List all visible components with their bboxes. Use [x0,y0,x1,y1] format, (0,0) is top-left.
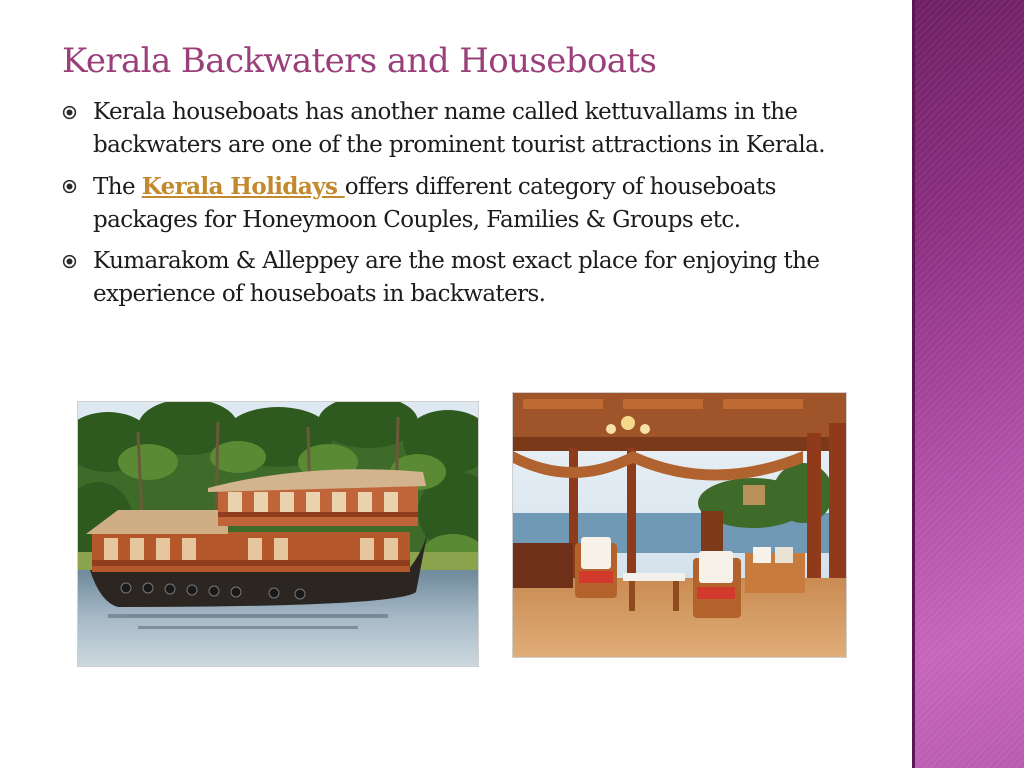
bullet-text-suffix: offers different category of houseboats packages for Honeymoon Couples, Families & Groups etc. [93,174,776,233]
kerala-holidays-link[interactable]: Kerala Holidays [141,173,345,200]
bullet-item [62,96,870,162]
circled-dot-icon [62,254,77,269]
houseboat-interior-photo [512,392,847,658]
bullet-item [62,245,870,311]
bullet-text-prefix: The [93,174,142,200]
circled-dot-icon [62,105,77,120]
decorative-side-band [912,0,1024,768]
bullet-text: Kumarakom & Alleppey are the most exact place for enjoying the experience of houseboats in backwaters. [93,248,820,307]
bullet-text: Kerala houseboats has another name called kettuvallams in the backwaters are one of the prominent tourist attractions in Kerala. [93,99,825,158]
houseboat-photo [77,401,479,667]
slide-title: Kerala Backwaters and Houseboats [62,41,657,81]
bullet-list [62,96,870,319]
bullet-item [62,170,870,237]
circled-dot-icon [62,179,77,194]
